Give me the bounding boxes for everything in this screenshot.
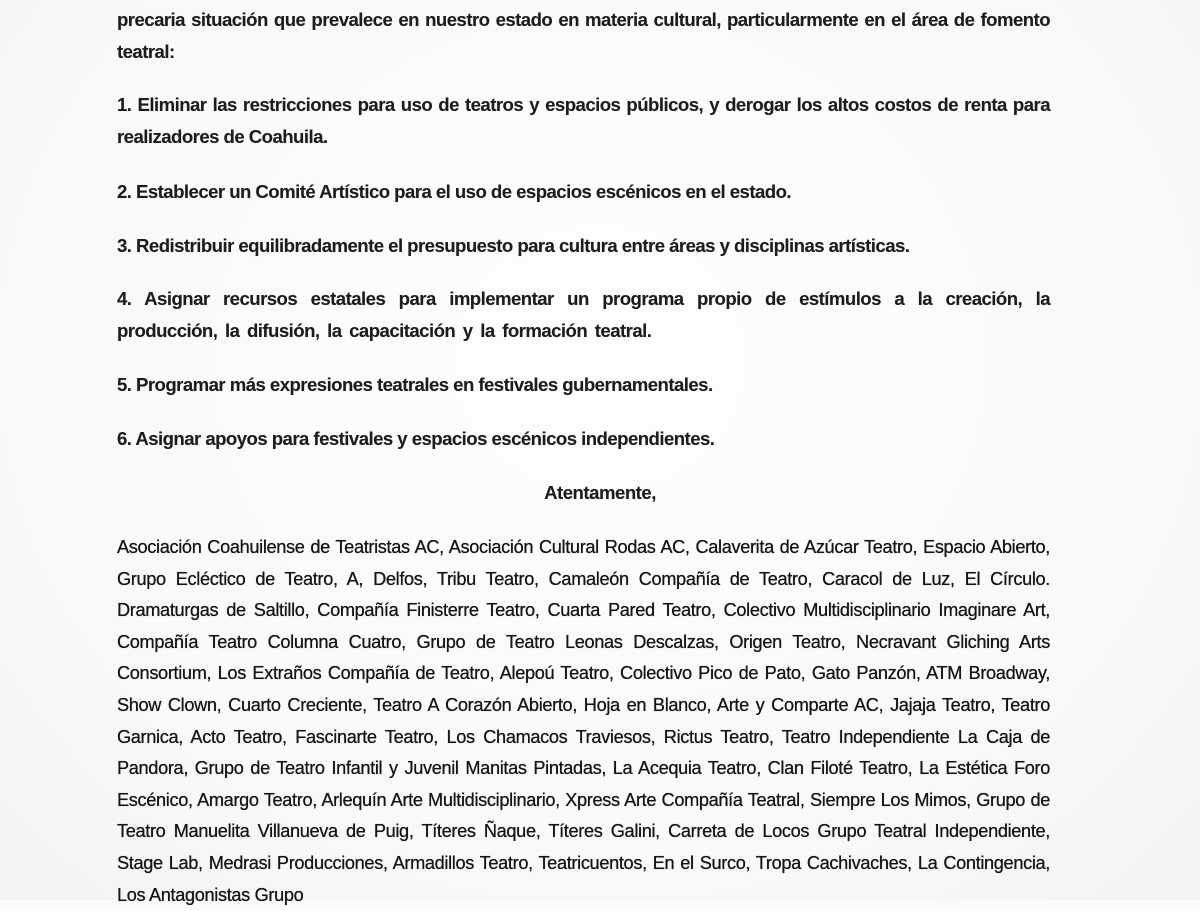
closing-salutation: Atentamente, xyxy=(544,482,656,503)
demand-item-4: 4. Asignar recursos estatales para implementar un programa propio de estímulos a la creación, la producción, la difusión, la capacitación y la formación teatral. xyxy=(117,288,1050,341)
demand-item-3: 3. Redistribuir equilibradamente el presupuesto para cultura entre áreas y disciplinas artísticas. xyxy=(117,235,910,256)
intro-paragraph: precaria situación que prevalece en nuestro estado en materia cultural, particularmente en el área de fomento teatral: xyxy=(117,9,1050,62)
demand-item-2: 2. Establecer un Comité Artístico para el uso de espacios escénicos en el estado. xyxy=(117,181,791,202)
demand-item-5: 5. Programar más expresiones teatrales en festivales gubernamentales. xyxy=(117,374,713,395)
demand-item-6: 6. Asignar apoyos para festivales y espacios escénicos independientes. xyxy=(117,428,715,449)
demand-item-1: 1. Eliminar las restricciones para uso de teatros y espacios públicos, y derogar los altos costos de renta para realizadores de Coahuila. xyxy=(117,94,1050,147)
signatories-list: Asociación Coahuilense de Teatristas AC, Asociación Cultural Rodas AC, Calaverita de Azúcar Teatro, Espacio Abierto, Grupo Ecléctico de Teatro, A, Delfos, Tribu Teatro, Camaleón Compañía de Teatro, Caracol de Luz, El Círculo. Dramaturgas de Saltillo, Compañía Finisterre Teatro, Cuarta Pared Teatro, Colectivo Multidisciplinario Imaginare Art, Compañía Teatro Columna Cuatro, Grupo de Teatro Leonas Descalzas, Origen Teatro, Necravant Gliching Arts Consortium, Los Extraños Compañía de Teatro, Alepoú Teatro, Colectivo Pico de Pato, Gato Panzón, ATM Broadway, Show Clown, Cuarto Creciente, Teatro A Corazón Abierto, Hoja en Blanco, Arte y Comparte AC, Jajaja Teatro, Teatro Garnica, Acto Teatro, Fascinarte Teatro, Los Chamacos Traviesos, Rictus Teatro, Teatro Independiente La Caja de Pandora, Grupo de Teatro Infantil y Juvenil Manitas Pintadas, La Acequia Teatro, Clan Filoté Teatro, La Estética Foro Escénico, Amargo Teatro, Arlequín Arte Multidisciplinario, Xpress Arte Compañía Teatral, Siempre Los Mimos, Grupo de Teatro Manuelita Villanueva de Puig, Títeres Ñaque, Títeres Galini, Carreta de Locos Grupo Teatral Independiente, Stage Lab, Medrasi Producciones, Armadillos Teatro, Teatricuentos, En el Surco, Tropa Cachivaches, La Contingencia, Los Antagonistas Grupo xyxy=(117,537,1050,905)
